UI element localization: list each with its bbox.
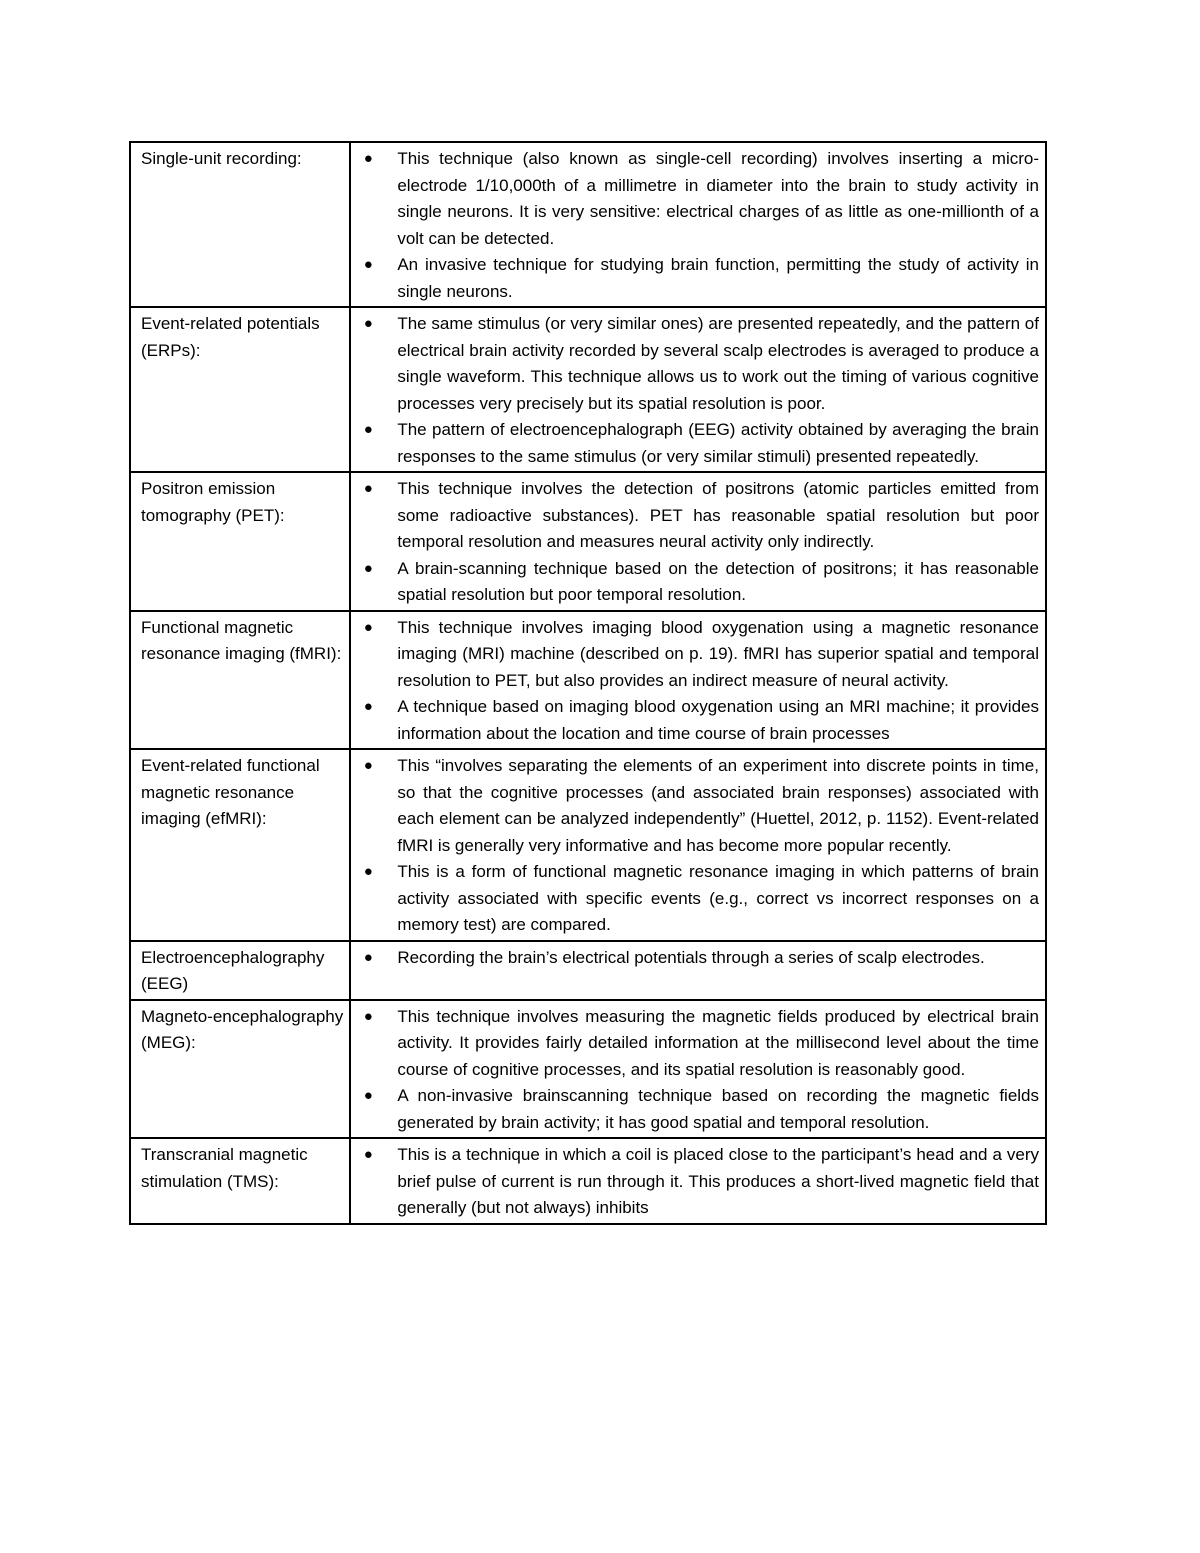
bullet-list xyxy=(361,615,1039,748)
term-label: Positron emission tomography (PET): xyxy=(141,479,285,525)
table-row xyxy=(130,941,1046,1000)
list-item: ● This technique involves imaging blood oxygenation using a magnetic resonance imaging (MRI) machine (described on p. 19). fMRI has superior spatial and temporal resolution to PET, but also provides an indirect measure of neural activity. xyxy=(361,615,1039,695)
list-item: ● This technique involves measuring the magnetic fields produced by electrical brain activity. It provides fairly detailed information at the millisecond level about the time course of cognitive processes, and its spatial resolution is reasonably good. xyxy=(361,1004,1039,1084)
bullet-list xyxy=(361,753,1039,939)
bullet-list xyxy=(361,311,1039,470)
bullet-icon: ● xyxy=(363,757,373,774)
description-cell xyxy=(350,749,1046,941)
term-label: Single-unit recording: xyxy=(141,149,302,168)
bullet-list xyxy=(361,945,1039,972)
bullet-icon: ● xyxy=(363,256,373,273)
bullet-icon: ● xyxy=(363,421,373,438)
techniques-table xyxy=(129,141,1047,1225)
bullet-list xyxy=(361,146,1039,305)
term-label: Functional magnetic resonance imaging (fMRI): xyxy=(141,617,342,663)
table-row xyxy=(130,142,1046,307)
table-row xyxy=(130,1138,1046,1224)
bullet-icon: ● xyxy=(363,1146,373,1163)
term-cell xyxy=(130,1000,350,1139)
bullet-icon: ● xyxy=(363,1007,373,1025)
list-item: ● The pattern of electroencephalograph (EEG) activity obtained by averaging the brain responses to the same stimulus (or very similar stimuli) presented repeatedly. xyxy=(361,417,1039,470)
list-item: ● This technique (also known as single-cell recording) involves inserting a micro-electrode 1/10,000th of a millimetre in diameter into the brain to study activity in single neurons. It is very sensitive: electrical charges of as little as one-millionth of a volt can be detected. xyxy=(361,146,1039,252)
table-row xyxy=(130,307,1046,472)
term-cell xyxy=(130,142,350,307)
term-cell xyxy=(130,1138,350,1224)
term-label: Magneto-encephalography (MEG): xyxy=(141,1006,344,1052)
table-row xyxy=(130,472,1046,611)
list-item: ● This technique involves the detection of positrons (atomic particles emitted from some radioactive substances). PET has reasonable spatial resolution but poor temporal resolution and measures neural activity only indirectly. xyxy=(361,476,1039,556)
list-item: ● This “involves separating the elements of an experiment into discrete points in time, so that the cognitive processes (and associated brain responses) associated with each element can be analyzed independently” (Huettel, 2012, p. 1152). Event-related fMRI is generally very informative and has become more popular recently. xyxy=(361,753,1039,859)
description-cell xyxy=(350,307,1046,472)
list-item: ● An invasive technique for studying brain function, permitting the study of activity in single neurons. xyxy=(361,252,1039,305)
description-cell xyxy=(350,611,1046,750)
bullet-icon: ● xyxy=(363,150,373,167)
term-label: Event-related functional magnetic resonance imaging (efMRI): xyxy=(141,756,320,828)
bullet-icon: ● xyxy=(363,618,373,636)
list-item: ● This is a technique in which a coil is placed close to the participant’s head and a very brief pulse of current is run through it. This produces a short-lived magnetic field that generally (but not always) inhibits xyxy=(361,1142,1039,1222)
bullet-icon: ● xyxy=(363,1087,373,1104)
description-cell xyxy=(350,142,1046,307)
bullet-icon: ● xyxy=(363,315,373,332)
table-row xyxy=(130,749,1046,941)
bullet-list xyxy=(361,476,1039,609)
term-cell xyxy=(130,749,350,941)
bullet-icon: ● xyxy=(363,698,373,715)
list-item: ● The same stimulus (or very similar ones) are presented repeatedly, and the pattern of electrical brain activity recorded by several scalp electrodes is averaged to produce a single waveform. This technique allows us to work out the timing of various cognitive processes very precisely but its spatial resolution is poor. xyxy=(361,311,1039,417)
bullet-icon: ● xyxy=(363,480,373,497)
list-item: ● A non-invasive brainscanning technique based on recording the magnetic fields generated by brain activity; it has good spatial and temporal resolution. xyxy=(361,1083,1039,1136)
term-cell xyxy=(130,307,350,472)
term-label: Transcranial magnetic stimulation (TMS): xyxy=(141,1145,308,1191)
description-cell xyxy=(350,1000,1046,1139)
bullet-icon: ● xyxy=(363,559,373,577)
bullet-icon: ● xyxy=(363,863,373,880)
term-label: Electroencephalography (EEG) xyxy=(141,947,325,993)
list-item: ● This is a form of functional magnetic resonance imaging in which patterns of brain activity associated with specific events (e.g., correct vs incorrect responses on a memory test) are compared. xyxy=(361,859,1039,939)
table-row xyxy=(130,611,1046,750)
bullet-list xyxy=(361,1004,1039,1137)
list-item: ● A technique based on imaging blood oxygenation using an MRI machine; it provides information about the location and time course of brain processes xyxy=(361,694,1039,747)
description-cell xyxy=(350,1138,1046,1224)
term-cell xyxy=(130,611,350,750)
term-cell xyxy=(130,472,350,611)
description-cell xyxy=(350,941,1046,1000)
list-item: ● Recording the brain’s electrical potentials through a series of scalp electrodes. xyxy=(361,945,1039,972)
table-row xyxy=(130,1000,1046,1139)
bullet-icon: ● xyxy=(363,948,373,966)
list-item: ● A brain-scanning technique based on the detection of positrons; it has reasonable spatial resolution but poor temporal resolution. xyxy=(361,556,1039,609)
description-cell xyxy=(350,472,1046,611)
term-label: Event-related potentials (ERPs): xyxy=(141,314,320,360)
term-cell xyxy=(130,941,350,1000)
bullet-list xyxy=(361,1142,1039,1222)
